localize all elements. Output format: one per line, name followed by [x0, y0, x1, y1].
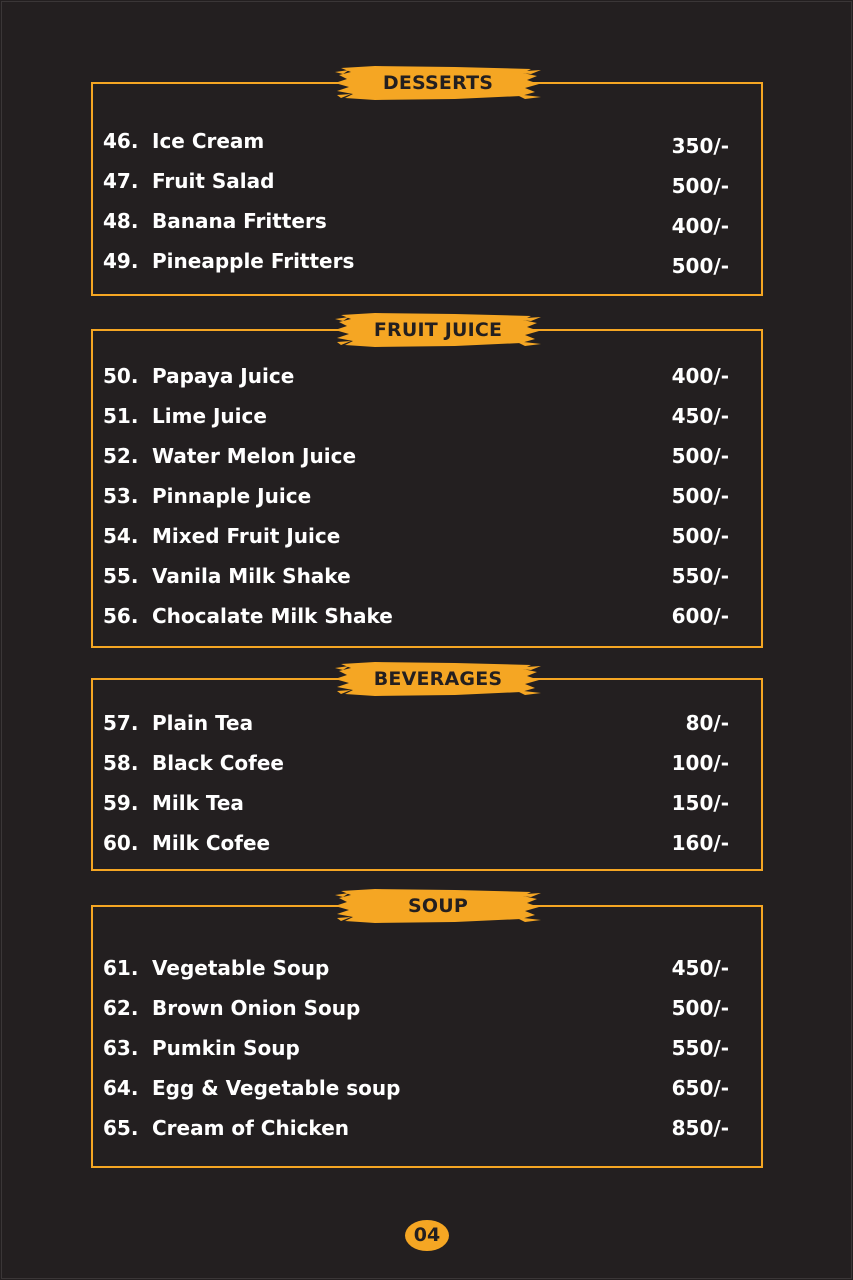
item-number: 49.: [103, 249, 139, 273]
item-name: Milk Cofee: [152, 831, 271, 855]
item-price: 500/-: [671, 444, 729, 468]
item-name: Chocalate Milk Shake: [152, 604, 393, 628]
item-name: Brown Onion Soup: [152, 996, 361, 1020]
menu-item: [93, 436, 761, 476]
menu-item: [93, 596, 761, 636]
item-number: 64.: [103, 1076, 139, 1100]
item-number: 61.: [103, 956, 139, 980]
item-price: 500/-: [671, 484, 729, 508]
section-banner: [335, 64, 541, 102]
item-number: 52.: [103, 444, 139, 468]
section-title: SOUP: [408, 895, 468, 917]
item-number: 55.: [103, 564, 139, 588]
menu-item: [93, 396, 761, 436]
item-number: 50.: [103, 364, 139, 388]
menu-item: [93, 476, 761, 516]
item-price: 850/-: [671, 1116, 729, 1140]
item-name: Water Melon Juice: [152, 444, 357, 468]
menu-item: [93, 1028, 761, 1068]
section-banner: [335, 311, 541, 349]
item-number: 62.: [103, 996, 139, 1020]
menu-item: [93, 121, 761, 161]
menu-item: [93, 703, 761, 743]
menu-item: [93, 743, 761, 783]
page-number: 04: [405, 1220, 449, 1251]
item-name: Banana Fritters: [152, 209, 327, 233]
item-list: [93, 356, 761, 636]
section-banner: [335, 660, 541, 698]
item-name: Egg & Vegetable soup: [152, 1076, 401, 1100]
menu-item: [93, 1068, 761, 1108]
item-name: Papaya Juice: [152, 364, 295, 388]
section-title: BEVERAGES: [373, 668, 503, 690]
item-number: 54.: [103, 524, 139, 548]
item-price: 500/-: [671, 524, 729, 548]
item-price: 500/-: [671, 254, 729, 278]
section-fruit-juice: [91, 319, 763, 648]
menu-item: [93, 948, 761, 988]
item-number: 57.: [103, 711, 139, 735]
item-name: Fruit Salad: [152, 169, 275, 193]
item-price: 550/-: [671, 1036, 729, 1060]
item-name: Pumkin Soup: [152, 1036, 300, 1060]
item-list: [93, 948, 761, 1148]
item-number: 59.: [103, 791, 139, 815]
item-list: [93, 121, 761, 281]
item-number: 51.: [103, 404, 139, 428]
item-name: Black Cofee: [152, 751, 284, 775]
item-number: 65.: [103, 1116, 139, 1140]
menu-item: [93, 161, 761, 201]
section-banner: [335, 887, 541, 925]
section-beverages: [91, 668, 763, 871]
item-name: Mixed Fruit Juice: [152, 524, 341, 548]
item-number: 48.: [103, 209, 139, 233]
item-name: Pinnaple Juice: [152, 484, 312, 508]
item-price: 450/-: [671, 956, 729, 980]
item-price: 80/-: [685, 711, 729, 735]
menu-item: [93, 241, 761, 281]
item-price: 550/-: [671, 564, 729, 588]
menu-item: [93, 516, 761, 556]
item-price: 100/-: [671, 751, 729, 775]
item-price: 500/-: [671, 996, 729, 1020]
item-number: 60.: [103, 831, 139, 855]
item-name: Pineapple Fritters: [152, 249, 355, 273]
section-title: DESSERTS: [382, 72, 494, 94]
item-number: 56.: [103, 604, 139, 628]
menu-item: [93, 783, 761, 823]
section-soup: [91, 895, 763, 1168]
item-price: 160/-: [671, 831, 729, 855]
item-price: 500/-: [671, 174, 729, 198]
item-price: 400/-: [671, 214, 729, 238]
item-price: 400/-: [671, 364, 729, 388]
item-price: 450/-: [671, 404, 729, 428]
section-title: FRUIT JUICE: [373, 319, 503, 341]
item-list: [93, 703, 761, 863]
menu-item: [93, 988, 761, 1028]
item-name: Milk Tea: [152, 791, 244, 815]
item-name: Cream of Chicken: [152, 1116, 350, 1140]
item-price: 150/-: [671, 791, 729, 815]
item-name: Plain Tea: [152, 711, 254, 735]
item-price: 650/-: [671, 1076, 729, 1100]
item-number: 53.: [103, 484, 139, 508]
item-number: 58.: [103, 751, 139, 775]
item-number: 47.: [103, 169, 139, 193]
item-name: Lime Juice: [152, 404, 267, 428]
menu-item: [93, 356, 761, 396]
section-desserts: [91, 72, 763, 296]
item-number: 63.: [103, 1036, 139, 1060]
menu-item: [93, 1108, 761, 1148]
item-price: 350/-: [671, 134, 729, 158]
menu-item: [93, 201, 761, 241]
item-name: Ice Cream: [152, 129, 265, 153]
item-name: Vegetable Soup: [152, 956, 330, 980]
menu-item: [93, 556, 761, 596]
menu-item: [93, 823, 761, 863]
item-name: Vanila Milk Shake: [152, 564, 351, 588]
item-number: 46.: [103, 129, 139, 153]
item-price: 600/-: [671, 604, 729, 628]
